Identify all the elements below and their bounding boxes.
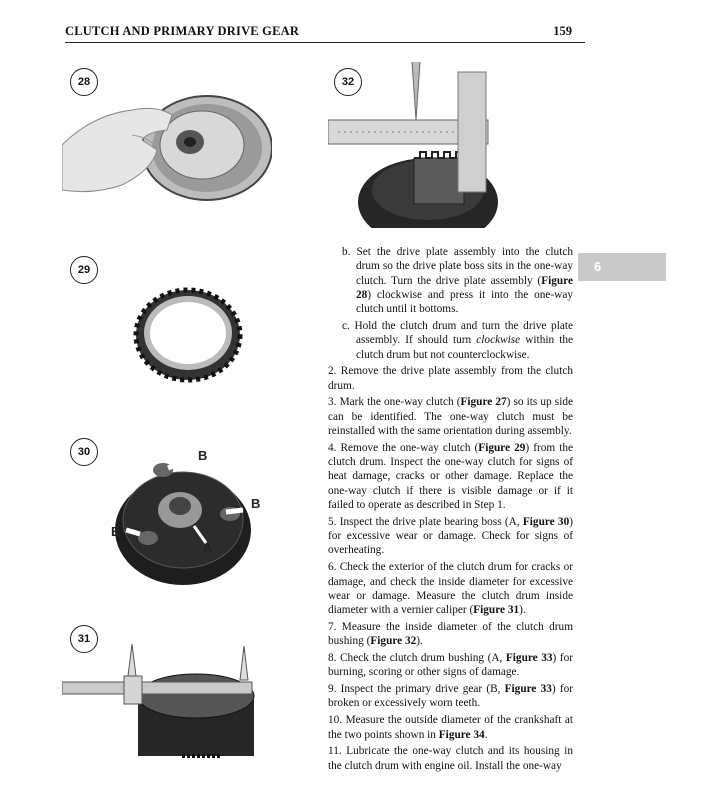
figure-30-callout-a: A xyxy=(203,540,213,555)
procedure-step-11: 11. Lubricate the one-way clutch and its housing in the clutch drum with engine oil. Install the one-way xyxy=(328,745,573,772)
procedure-step-6: 6. Check the exterior of the clutch drum for cracks or damage, and check the inside diameter for excessive wear or damage. Measure the clutch drum inside diameter with a vernier caliper (Figure 31). xyxy=(328,561,573,617)
figure-31-photo xyxy=(62,636,258,766)
chapter-title: CLUTCH AND PRIMARY DRIVE GEAR xyxy=(65,24,300,38)
figure-28-photo xyxy=(62,90,272,210)
procedure-step-9: 9. Inspect the primary drive gear (B, Figure 33) for broken or excessively worn teeth. xyxy=(328,683,573,710)
procedure-step-10: 10. Measure the outside diameter of the crankshaft at the two points shown in Figure 34. xyxy=(328,714,573,741)
body-text xyxy=(328,245,573,775)
figure-30-callout-b: B xyxy=(198,448,208,463)
figure-number-badge: 32 xyxy=(334,68,362,96)
figure-number-badge: 30 xyxy=(70,438,98,466)
procedure-step-2: 2. Remove the drive plate assembly from the clutch drum. xyxy=(328,365,573,392)
figure-30-photo xyxy=(108,448,268,588)
procedure-step-4: 4. Remove the one-way clutch (Figure 29) from the clutch drum. Inspect the one-way clutch for signs of heat damage, cracks or other damage. Replace the one-way clutch if there is visible damage or if it failed to operate as described in Step 1. xyxy=(328,441,573,512)
procedure-step-c: c. Hold the clutch drum and turn the drive plate assembly. If should turn clockwise within the clutch drum but not counterclockwise. xyxy=(342,319,573,361)
figure-number-badge: 31 xyxy=(70,625,98,653)
page-number: 159 xyxy=(553,24,572,38)
procedure-step-7: 7. Measure the inside diameter of the clutch drum bushing (Figure 32). xyxy=(328,620,573,648)
figure-30-callout-b: B xyxy=(111,524,121,539)
figure-number-badge: 28 xyxy=(70,68,98,96)
figure-number-badge: 29 xyxy=(70,256,98,284)
figure-30-callout-b: B xyxy=(251,496,261,511)
procedure-step-5: 5. Inspect the drive plate bearing boss (A, Figure 30) for excessive wear or damage. Check for signs of overheating. xyxy=(328,515,573,557)
figure-32-photo xyxy=(328,62,538,228)
procedure-step-b: b. Set the drive plate assembly into the clutch drum so the drive plate boss sits in the one-way clutch. Turn the drive plate assembly (Figure 28) clockwise and press it into the one-way clutch until it bottoms. xyxy=(342,246,573,316)
procedure-step-3: 3. Mark the one-way clutch (Figure 27) so its up side can be identified. The one-way clutch must be reinstalled with the same orientation during assembly. xyxy=(328,396,573,438)
figure-29-photo xyxy=(133,285,243,385)
chapter-tab: 6 xyxy=(578,253,666,281)
running-header xyxy=(65,24,585,43)
procedure-step-8: 8. Check the clutch drum bushing (A, Figure 33) for burning, scoring or other signs of damage. xyxy=(328,652,574,679)
